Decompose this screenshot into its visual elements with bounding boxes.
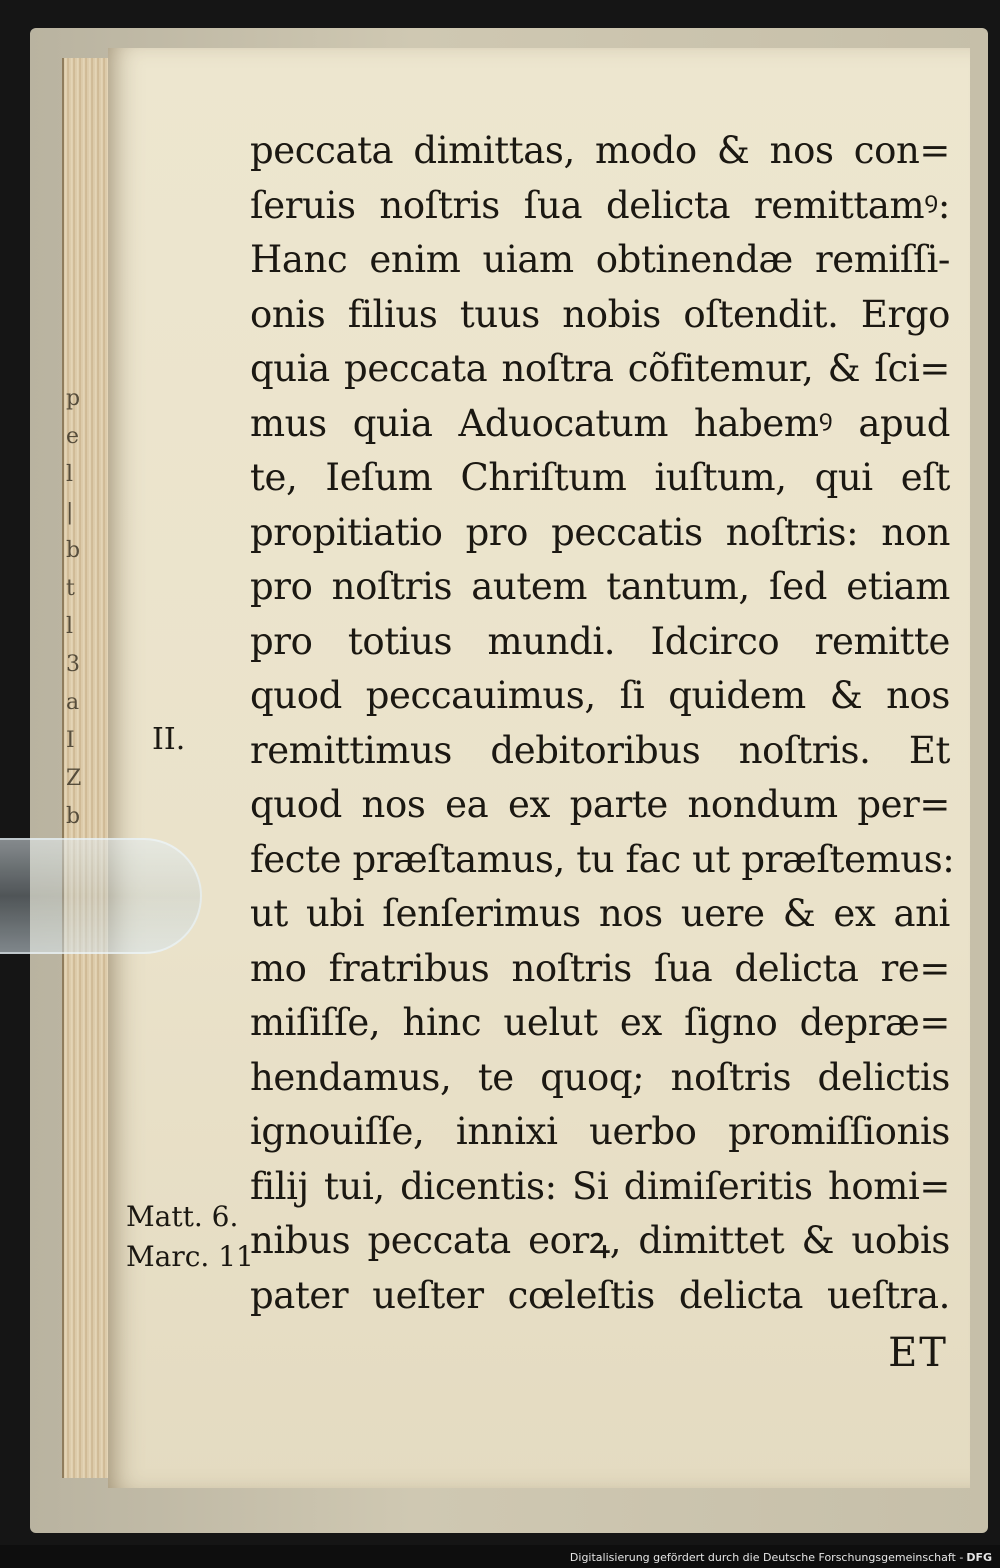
text-line: filij tui, dicentis: Si dimiſeritis homi=	[250, 1164, 950, 1208]
fragment: Z	[66, 766, 82, 791]
dfg-logo: DFG	[966, 1551, 992, 1564]
previous-page-fragments	[66, 380, 110, 1180]
text-line: onis filius tuus nobis oſtendit. Ergo	[250, 292, 950, 336]
text-line: mo fratribus noſtris ſua delicta re=	[250, 946, 950, 990]
margin-reference: Marc. 11	[126, 1240, 254, 1273]
text-line: propitiatio pro peccatis noſtris: non	[250, 510, 950, 554]
text-line: quia peccata noſtra cõfitemur, & ſci=	[250, 347, 950, 390]
text-line: hendamus, te quoq; noſtris delictis	[250, 1055, 950, 1099]
fragment: b	[66, 538, 81, 563]
fragment: e	[66, 424, 80, 449]
fragment: a	[66, 690, 80, 715]
text-line: peccata dimittas, modo & nos con=	[250, 129, 950, 172]
text-line: quod peccauimus, ſi quidem & nos	[250, 674, 950, 717]
fragment: l	[66, 614, 74, 639]
margin-section-number: II.	[152, 722, 186, 757]
fragment: I	[66, 728, 75, 753]
fragment: p	[66, 386, 81, 411]
body-text	[250, 124, 955, 1323]
text-line: fecte præſtamus, tu fac ut præſtemus:	[250, 837, 955, 881]
fragment: |	[66, 500, 74, 525]
margin-reference: Matt. 6.	[126, 1200, 239, 1233]
footer-credit	[570, 1551, 992, 1564]
page-clip	[0, 838, 202, 954]
text-line: te, Ieſum Chriſtum iuſtum, qui eſt	[250, 456, 950, 499]
text-line: mus quia Aduocatum habemꝰ apud	[250, 401, 950, 445]
text-line: nibus peccata eorꝝ, dimittet & uobis	[250, 1219, 950, 1262]
text-line: quod nos ea ex parte nondum per=	[250, 783, 950, 826]
text-line: ut ubi ſenſerimus nos uere & ex ani	[250, 892, 950, 935]
fragment: 3	[66, 652, 80, 677]
catchword: ET	[888, 1330, 948, 1376]
text-line: pater ueſter cœleſtis delicta ueſtra.	[250, 1273, 950, 1317]
text-line: Hanc enim uiam obtinendæ remiſſi-	[250, 238, 950, 281]
text-line: ſeruis noſtris ſua delicta remittamꝰ:	[250, 183, 950, 227]
text-line: miſiſſe, hinc uelut ex ſigno depræ=	[250, 1001, 950, 1044]
text-line: remittimus debitoribus noſtris. Et	[250, 728, 950, 772]
fragment: b	[66, 804, 81, 829]
fragment: t	[66, 576, 75, 601]
text-line: pro noſtris autem tantum, ſed etiam	[250, 565, 950, 608]
fragment: l	[66, 462, 74, 487]
credit-text: Digitalisierung gefördert durch die Deutsche Forschungsgemeinschaft -	[569, 1551, 964, 1564]
text-line: pro totius mundi. Idcirco remitte	[250, 619, 950, 663]
text-line: ignouiſſe, innixi uerbo promiſſionis	[250, 1110, 950, 1153]
